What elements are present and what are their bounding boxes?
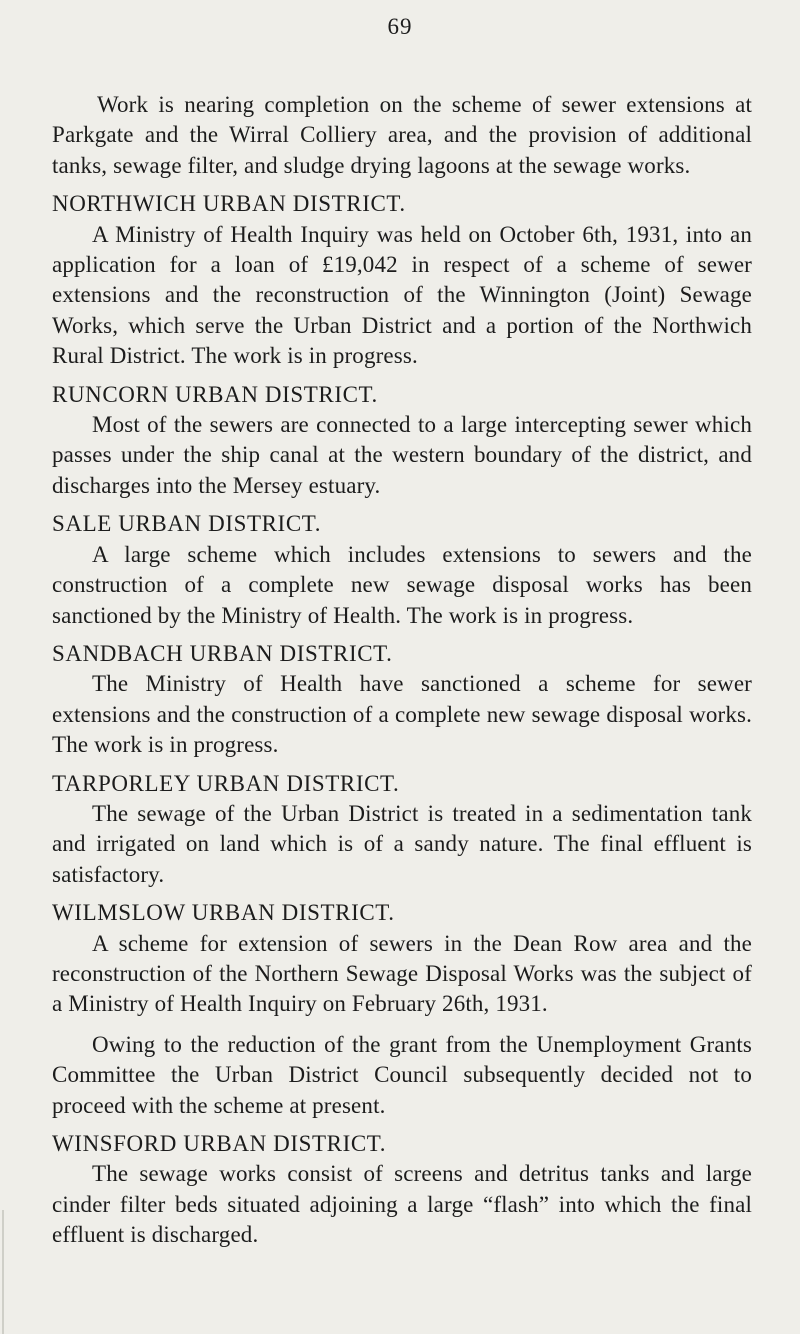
section-heading: NORTHWICH URBAN DISTRICT. — [52, 191, 406, 217]
intro-paragraph: Work is nearing completion on the scheme of sewer extensions at Parkgate and the Wirral Colliery area, and the provision of additional tanks, sewage filter, and sludge drying lagoons at the sewage works. — [52, 92, 752, 178]
section-heading: WILMSLOW URBAN DISTRICT. — [52, 900, 395, 926]
section-winsford — [52, 1129, 752, 1251]
scan-edge-shadow — [2, 1210, 4, 1334]
section-sandbach — [52, 639, 752, 761]
section-northwich — [52, 189, 752, 371]
section-wilmslow — [52, 898, 752, 1121]
section-paragraph: Owing to the reduction of the grant from the Unemployment Grants Committee the Urban District Council subsequently decided not to proceed with the scheme at present. — [52, 1031, 752, 1118]
page-body — [52, 90, 752, 1251]
section-heading: SANDBACH URBAN DISTRICT. — [52, 640, 393, 666]
section-heading: SALE URBAN DISTRICT. — [52, 511, 322, 537]
section-paragraph: A Ministry of Health Inquiry was held on October 6th, 1931, into an application for a loan of £19,042 in respect of a scheme of sewer extensions and the reconstruction of the Winnington (Joint) Sewage Works, which serve the Urban District and a portion of the Northwich Rural District. The work is in progress. — [52, 221, 752, 369]
section-paragraph: The sewage works consist of screens and detritus tanks and large cinder filter beds situated adjoining a large “flash” into which the final effluent is discharged. — [52, 1161, 752, 1248]
section-heading: RUNCORN URBAN DISTRICT. — [52, 381, 378, 407]
section-heading: TARPORLEY URBAN DISTRICT. — [52, 770, 400, 796]
section-paragraph: The Ministry of Health have sanctioned a scheme for sewer extensions and the construction of a complete new sewage disposal works. The work is in progress. — [52, 671, 752, 758]
section-heading: WINSFORD URBAN DISTRICT. — [52, 1131, 387, 1156]
section-tarporley — [52, 769, 752, 891]
section-paragraph: Most of the sewers are connected to a large intercepting sewer which passes under the ship canal at the western boundary of the district, and discharges into the Mersey estuary. — [52, 412, 752, 498]
section-paragraph: A large scheme which includes extensions to sewers and the construction of a complete new sewage disposal works has been sanctioned by the Ministry of Health. The work is in progress. — [52, 541, 752, 628]
paragraph-gap — [52, 1020, 752, 1030]
section-paragraph: The sewage of the Urban District is treated in a sedimentation tank and irrigated on land which is of a sandy nature. The final effluent is satisfactory. — [52, 800, 752, 887]
page-number: 69 — [387, 14, 413, 39]
section-sale — [52, 509, 752, 631]
section-runcorn — [52, 380, 752, 502]
section-paragraph: A scheme for extension of sewers in the Dean Row area and the reconstruction of the Northern Sewage Disposal Works was the subject of a Ministry of Health Inquiry on February 26th, 1931. — [52, 930, 752, 1017]
